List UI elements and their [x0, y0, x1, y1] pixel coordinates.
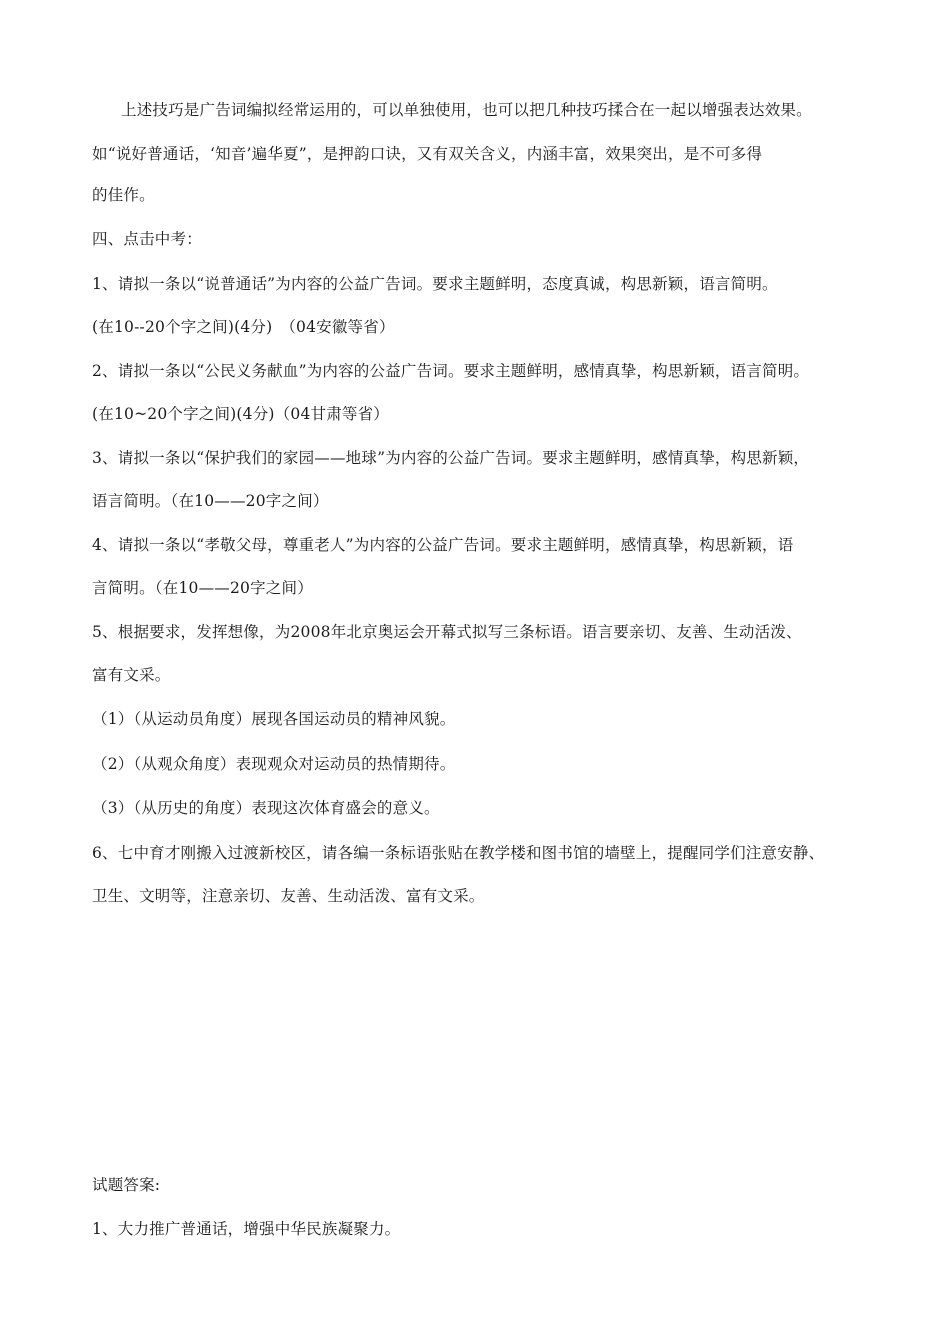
- paragraph-line-1: 上述技巧是广告词编拟经常运用的，可以单独使用，也可以把几种技巧揉合在一起以增强表达效果。: [121, 101, 812, 119]
- answer-1: 1、大力推广普通话，增强中华民族凝聚力。: [92, 1220, 401, 1238]
- question-1-line-2: (在10--20个字之间)(4分) （04安徽等省）: [92, 318, 395, 336]
- question-5-item-3: （3）（从历史的角度）表现这次体育盛会的意义。: [92, 799, 440, 817]
- question-6-line-2: 卫生、文明等，注意亲切、友善、生动活泼、富有文采。: [92, 887, 485, 905]
- question-5-line-2: 富有文采。: [92, 666, 171, 684]
- question-3-line-1: 3、请拟一条以“保护我们的家园——地球”为内容的公益广告词。要求主题鲜明，感情真挚，构思新颖，: [92, 449, 810, 467]
- question-3-line-2: 语言简明。（在10——20字之间）: [92, 492, 329, 510]
- paragraph-line-3: 的佳作。: [92, 186, 155, 204]
- question-1-line-1: 1、请拟一条以“说普通话”为内容的公益广告词。要求主题鲜明，态度真诚，构思新颖，语言简明。: [92, 275, 778, 293]
- question-4-line-1: 4、请拟一条以“孝敬父母，尊重老人”为内容的公益广告词。要求主题鲜明，感情真挚，构思新颖，语: [92, 536, 794, 554]
- question-5-line-1: 5、根据要求，发挥想像，为2008年北京奥运会开幕式拟写三条标语。语言要亲切、友善、生动活泼、: [92, 623, 802, 641]
- answers-heading: 试题答案:: [92, 1176, 161, 1194]
- section-heading: 四、点击中考：: [92, 230, 202, 248]
- question-5-item-2: （2）（从观众角度）表现观众对运动员的热情期待。: [92, 755, 456, 773]
- question-5-item-1: （1）（从运动员角度）展现各国运动员的精神风貌。: [92, 710, 456, 728]
- paragraph-line-2: 如“说好普通话，‘知音’遍华夏”，是押韵口诀，又有双关含义，内涵丰富，效果突出，是不可多得: [92, 145, 763, 163]
- question-4-line-2: 言简明。（在10——20字之间）: [92, 579, 313, 597]
- question-6-line-1: 6、七中育才刚搬入过渡新校区，请各编一条标语张贴在教学楼和图书馆的墙壁上，提醒同学们注意安静、: [92, 844, 825, 862]
- question-2-line-1: 2、请拟一条以“公民义务献血”为内容的公益广告词。要求主题鲜明，感情真挚，构思新颖，语言简明。: [92, 362, 810, 380]
- question-2-line-2: (在10~20个字之间)(4分)（04甘肃等省）: [92, 405, 390, 423]
